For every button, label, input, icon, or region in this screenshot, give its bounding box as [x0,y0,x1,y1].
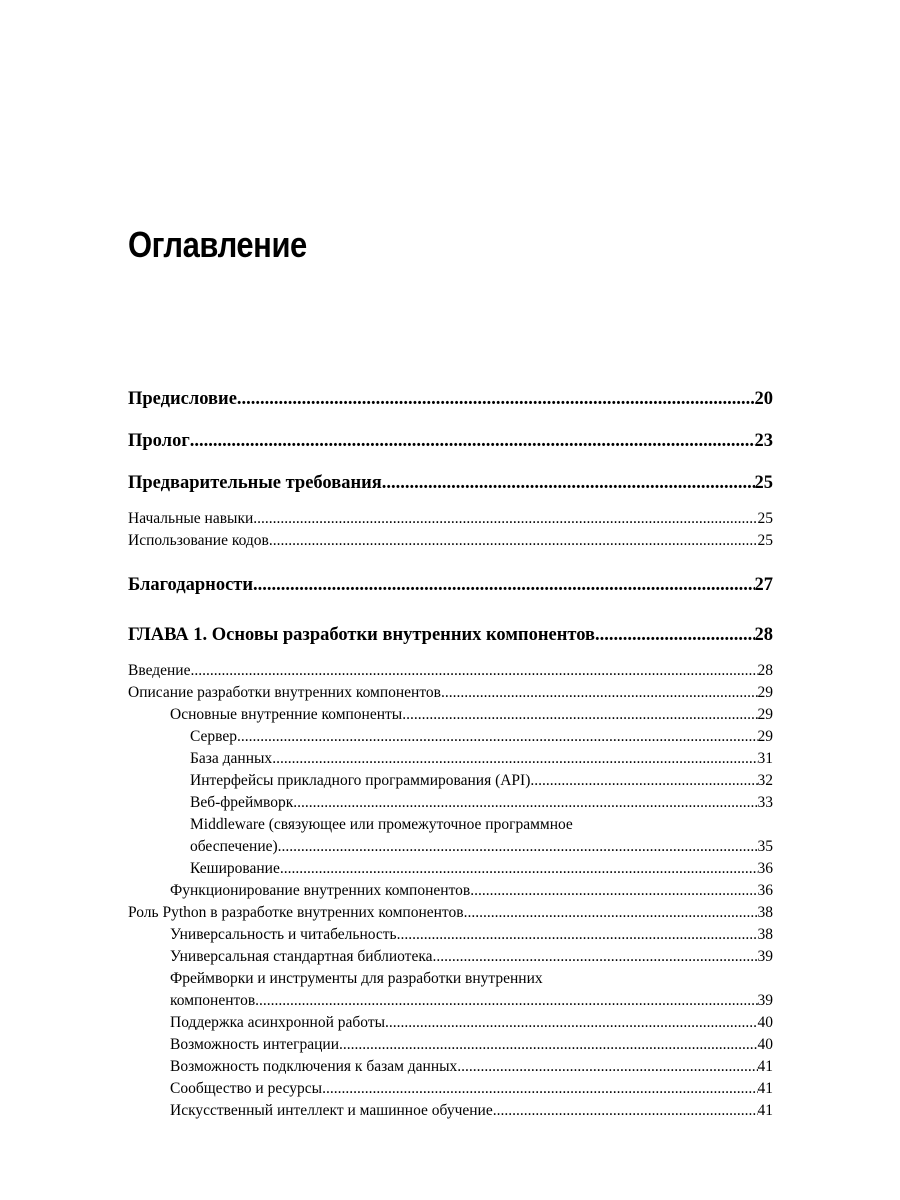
toc-leader-dots [595,618,755,652]
toc-entry-component-operation[interactable] [128,880,773,902]
toc-entry-page: 36 [757,860,773,877]
toc-entry-page: 39 [757,992,773,1009]
toc-entry-database[interactable] [128,748,773,770]
toc-entry-page: 40 [757,1014,773,1031]
toc-entry-page: 41 [757,1102,773,1119]
toc-leader-dots [433,946,758,968]
toc-entry-prologue[interactable] [128,424,773,466]
toc-entry-community[interactable] [128,1078,773,1100]
toc-leader-dots [457,1056,757,1078]
toc-entry-title: Универсальность и читабельность [170,926,397,943]
toc-entry-continuation [190,836,773,858]
toc-entry-page: 39 [757,948,773,965]
toc-leader-dots [293,792,757,814]
toc-entry-title: Веб-фреймворк [190,794,294,811]
toc-entry-page: 38 [757,926,773,943]
toc-leader-dots [272,748,757,770]
toc-entry-api[interactable] [128,770,773,792]
toc-entry-title: Использование кодов [128,532,269,549]
toc-leader-dots [190,424,755,458]
toc-entry-title: Описание разработки внутренних компонентов [128,684,441,701]
toc-entry-ai-ml[interactable] [128,1100,773,1122]
toc-entry-title-line2: обеспечение) [190,838,278,855]
toc-leader-dots [470,880,757,902]
toc-leader-dots [397,924,758,946]
toc-entry-page: 41 [757,1058,773,1075]
toc-leader-dots [382,466,755,500]
toc-entry-standard-library[interactable] [128,946,773,968]
toc-entry-title: Интерфейсы прикладного программирования (API) [190,772,531,789]
toc-entry-chapter-1[interactable] [128,618,773,660]
toc-entry-title: ГЛАВА 1. Основы разработки внутренних компонентов [128,625,595,645]
toc-entry-page: 41 [757,1080,773,1097]
toc-entry-page: 25 [754,473,773,493]
toc-entry-title-line2: компонентов [170,992,256,1009]
toc-entry-page: 32 [757,772,773,789]
toc-entry-page: 23 [754,431,773,451]
toc-entry-title: Основные внутренние компоненты [170,706,403,723]
toc-entry-title: Начальные навыки [128,510,254,527]
toc-entry-page: 35 [757,838,773,855]
toc-entry-title: Благодарности [128,575,254,595]
toc-entry-page: 29 [757,706,773,723]
toc-entry-page: 28 [754,625,773,645]
toc-leader-dots [385,1012,757,1034]
toc-entry-frameworks-tools[interactable] [128,968,773,1012]
toc-entry-prerequisites[interactable] [128,466,773,508]
toc-entry-title: Возможность интеграции [170,1036,340,1053]
toc-leader-dots [253,568,754,602]
toc-leader-dots [339,1034,757,1056]
toc-entry-database-connectivity[interactable] [128,1056,773,1078]
toc-entry-title: Введение [128,662,191,679]
toc-entry-page: 31 [757,750,773,767]
toc-leader-dots [280,858,758,880]
toc-leader-dots [278,836,758,858]
toc-entry-page: 25 [757,532,773,549]
toc-entry-acknowledgements[interactable] [128,568,773,610]
toc-entry-integration[interactable] [128,1034,773,1056]
toc-entry-page: 40 [757,1036,773,1053]
toc-entry-title: Кеширование [190,860,280,877]
toc-entry-title: Предварительные требования [128,473,382,493]
toc-entry-code-usage[interactable] [128,530,773,552]
toc-entry-title: Пролог [128,431,190,451]
toc-entry-page: 25 [757,510,773,527]
toc-entry-title: Роль Python в разработке внутренних компонентов [128,904,464,921]
toc-leader-dots [441,682,758,704]
toc-entry-page: 33 [757,794,773,811]
toc-entry-backend-description[interactable] [128,682,773,704]
toc-leader-dots [269,530,758,552]
toc-entry-versatility[interactable] [128,924,773,946]
toc-entry-page: 29 [757,728,773,745]
toc-entry-page: 29 [757,684,773,701]
toc-entry-server[interactable] [128,726,773,748]
toc-entry-initial-skills[interactable] [128,508,773,530]
toc-entry-title: Универсальная стандартная библиотека [170,948,433,965]
toc-entry-title: Функционирование внутренних компонентов [170,882,471,899]
toc-entry-preface[interactable] [128,382,773,424]
toc-entry-title-line1: Фреймворки и инструменты для разработки внутренних [170,970,543,987]
toc-entry-continuation [170,990,773,1012]
toc-leader-dots [190,660,757,682]
toc-entry-core-components[interactable] [128,704,773,726]
toc-entry-title: Поддержка асинхронной работы [170,1014,386,1031]
toc-entry-title: База данных [190,750,273,767]
toc-leader-dots [237,726,757,748]
toc-leader-dots [402,704,757,726]
toc-leader-dots [493,1100,758,1122]
toc-leader-dots [237,382,755,416]
toc-leader-dots [530,770,757,792]
toc-entry-page: 28 [757,662,773,679]
toc-leader-dots [255,990,757,1012]
toc-entry-title-line1: Middleware (связующее или промежуточное программное [190,816,573,833]
toc-entry-page: 36 [757,882,773,899]
toc-entry-page: 27 [754,575,773,595]
toc-entry-title: Искусственный интеллект и машинное обучение [170,1102,493,1119]
toc-leader-dots [322,1078,757,1100]
table-of-contents [128,382,773,1122]
toc-leader-dots [253,508,757,530]
toc-entry-title: Предисловие [128,389,237,409]
toc-entry-middleware[interactable] [128,814,773,858]
toc-entry-python-role[interactable] [128,902,773,924]
toc-entry-caching[interactable] [128,858,773,880]
page-title: Оглавление [128,224,307,265]
toc-entry-async-support[interactable] [128,1012,773,1034]
toc-entry-page: 20 [754,389,773,409]
toc-entry-title: Сообщество и ресурсы [170,1080,323,1097]
toc-entry-web-framework[interactable] [128,792,773,814]
toc-entry-introduction[interactable] [128,660,773,682]
toc-entry-title: Возможность подключения к базам данных [170,1058,458,1075]
toc-entry-title: Сервер [190,728,238,745]
toc-leader-dots [464,902,758,924]
toc-entry-page: 38 [757,904,773,921]
